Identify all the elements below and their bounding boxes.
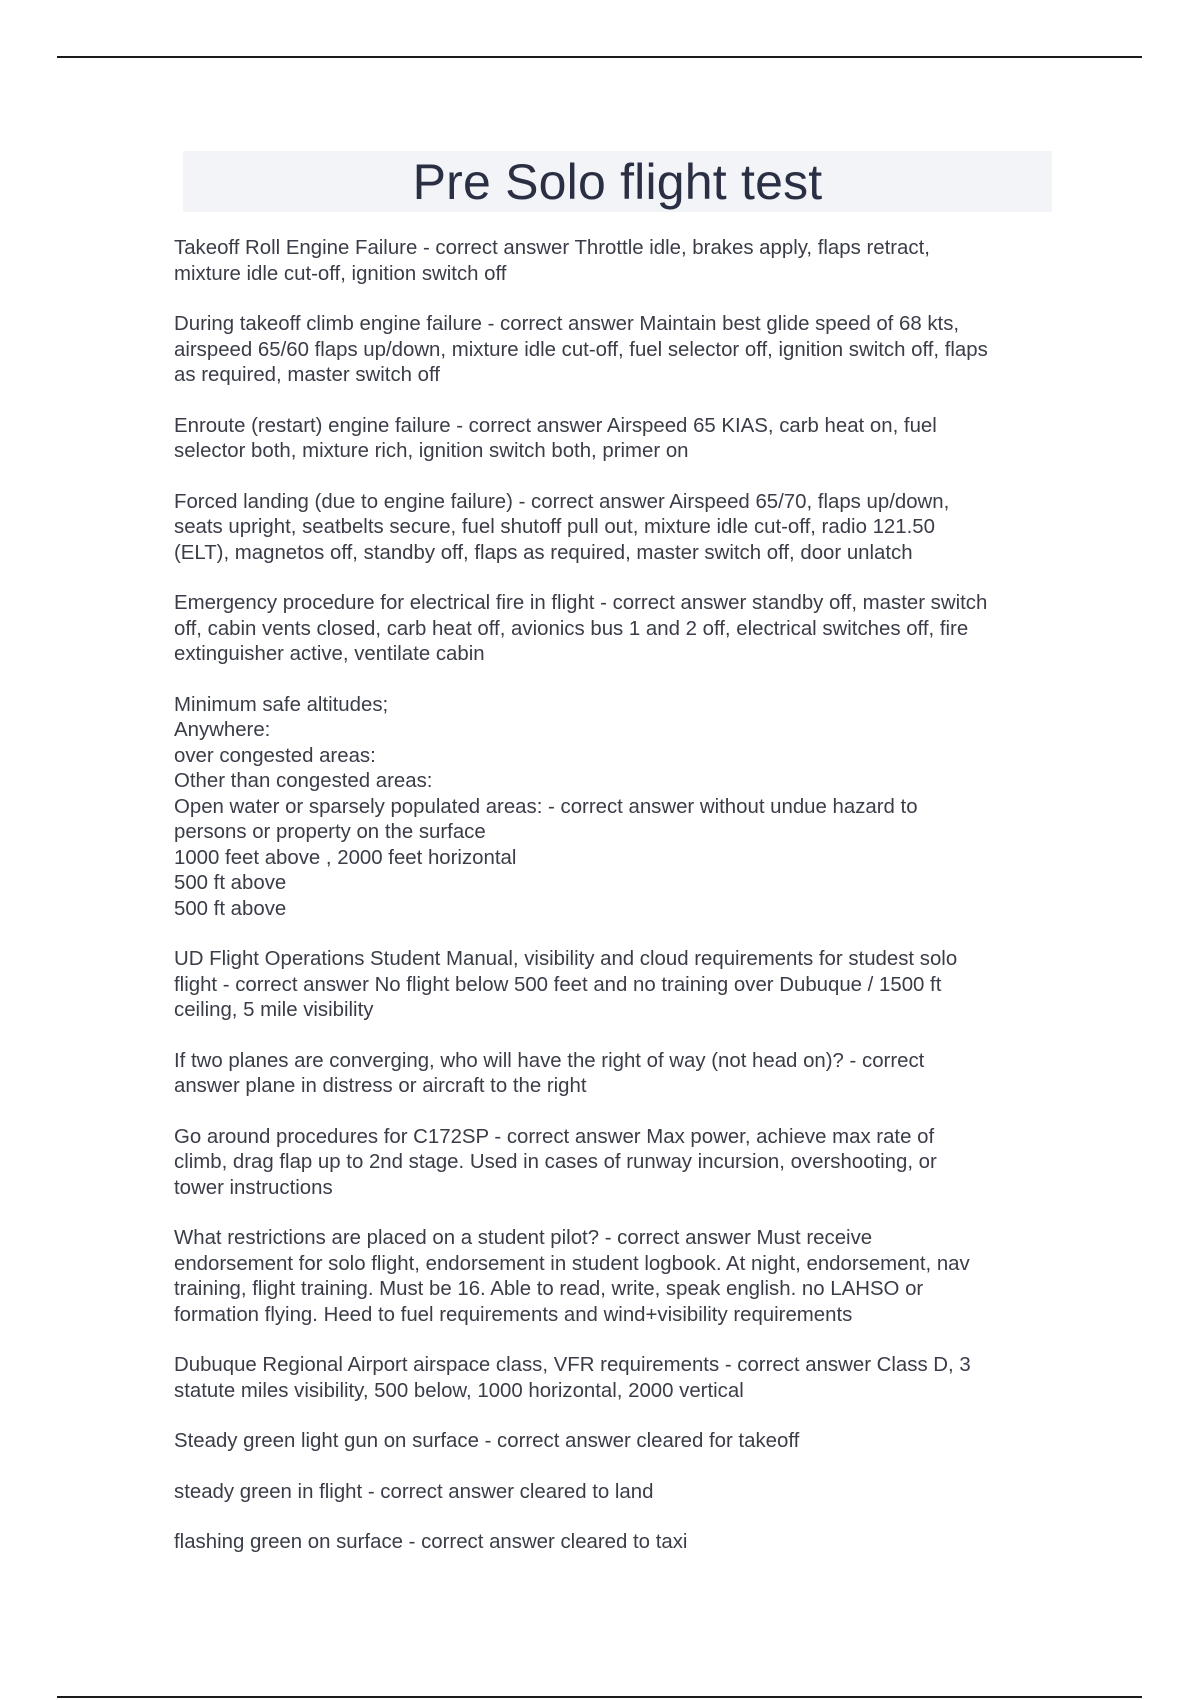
qa-entry: flashing green on surface - correct answer cleared to taxi xyxy=(174,1531,688,1553)
qa-entry: Go around procedures for C172SP - correct answer Max power, achieve max rate of climb, drag flap up to 2nd stage. Used in cases of runway incursion, overshooting, or tower instructions xyxy=(174,1125,937,1199)
qa-entry: What restrictions are placed on a student pilot? - correct answer Must receive endorsement for solo flight, endorsement in student logbook. At night, endorsement, nav training, flight training. Must be 16. Able to read, write, speak english. no LAHSO or formation flying. Heed to fuel requirements and wind+visibility requirements xyxy=(174,1227,970,1326)
qa-entry: Steady green light gun on surface - correct answer cleared for takeoff xyxy=(174,1430,800,1452)
qa-entry: Emergency procedure for electrical fire in flight - correct answer standby off, master switch off, cabin vents closed, carb heat off, avionics bus 1 and 2 off, electrical switches off, fire extinguisher active, ventilate cabin xyxy=(174,592,988,665)
qa-entry: Enroute (restart) engine failure - correct answer Airspeed 65 KIAS, carb heat on, fuel selector both, mixture rich, ignition switch both, primer on xyxy=(174,414,937,462)
bottom-rule xyxy=(57,1696,1142,1698)
qa-entry: If two planes are converging, who will have the right of way (not head on)? - correct answer plane in distress or aircraft to the right xyxy=(174,1049,925,1097)
document-body xyxy=(174,236,1074,1581)
qa-entry: Takeoff Roll Engine Failure - correct answer Throttle idle, brakes apply, flaps retract, mixture idle cut-off, ignition switch off xyxy=(174,237,930,285)
qa-entry: Dubuque Regional Airport airspace class, VFR requirements - correct answer Class D, 3 statute miles visibility, 500 below, 1000 horizontal, 2000 vertical xyxy=(174,1354,971,1402)
top-rule xyxy=(57,56,1142,58)
title-band xyxy=(183,151,1052,212)
qa-entry: During takeoff climb engine failure - correct answer Maintain best glide speed of 68 kts, airspeed 65/60 flaps up/down, mixture idle cut-off, fuel selector off, ignition switch off, flaps as required, master switch off xyxy=(174,313,988,386)
page-title: Pre Solo flight test xyxy=(412,153,823,210)
qa-entry: Minimum safe altitudes; Anywhere: over congested areas: Other than congested areas: Open water or sparsely populated areas: - correct answer without undue hazard to persons or property on the surface 1000 feet above , 2000 feet horizontal 500 ft above 500 ft above xyxy=(174,693,918,920)
qa-entry: steady green in flight - correct answer cleared to land xyxy=(174,1480,654,1503)
qa-entry: UD Flight Operations Student Manual, visibility and cloud requirements for studest solo flight - correct answer No flight below 500 feet and no training over Dubuque / 1500 ft ceiling, 5 mile visibility xyxy=(174,948,958,1021)
qa-entry: Forced landing (due to engine failure) - correct answer Airspeed 65/70, flaps up/down, seats upright, seatbelts secure, fuel shutoff pull out, mixture idle cut-off, radio 121.50 (ELT), magnetos off, standby off, flaps as required, master switch off, door unlatch xyxy=(174,490,950,564)
